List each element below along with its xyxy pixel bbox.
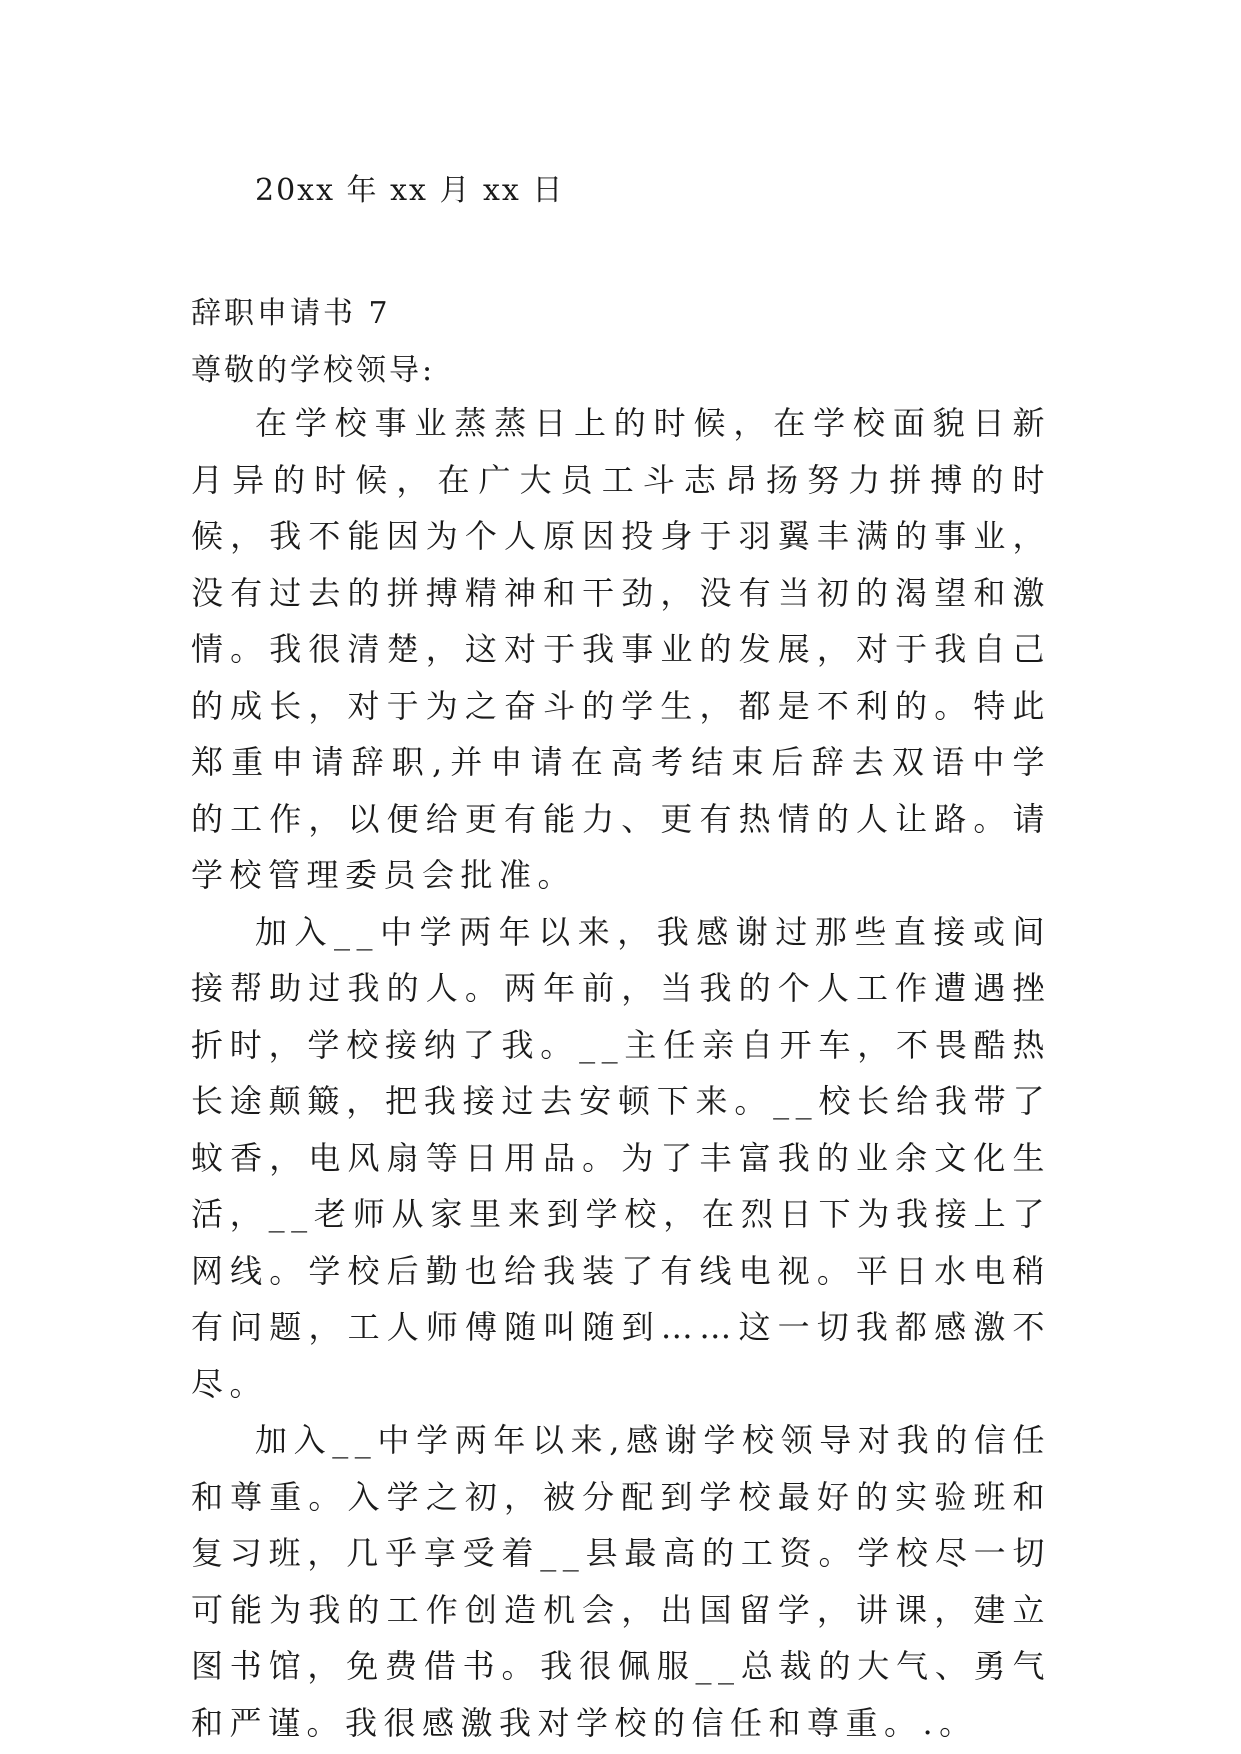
letter-salutation: 尊敬的学校领导:: [191, 353, 436, 388]
body-paragraph: 加入__中学两年以来,感谢学校领导对我的信任和尊重。入学之初，被分配到学校最好的实验班和复习班，几乎享受着__县最高的工资。学校尽一切可能为我的工作创造机会，出国留学，讲课，建立图书馆，免费借书。我很佩服__总裁的大气、勇气和严谨。我很感激我对学校的信任和尊重。.。: [191, 1421, 1051, 1742]
letter-body: [191, 395, 1051, 1751]
letter-date: 20xx 年 xx 月 xx 日: [255, 173, 565, 208]
body-paragraph: 在学校事业蒸蒸日上的时候，在学校面貌日新月异的时候，在广大员工斗志昂扬努力拼搏的时候，我不能因为个人原因投身于羽翼丰满的事业，没有过去的拼搏精神和干劲，没有当初的渴望和激情。我很清楚，这对于我事业的发展，对于我自己的成长，对于为之奋斗的学生，都是不利的。特此郑重申请辞职,并申请在高考结束后辞去双语中学的工作，以便给更有能力、更有热情的人让路。请学校管理委员会批准。: [191, 404, 1051, 894]
body-paragraph: 加入__中学两年以来，我感谢过那些直接或间接帮助过我的人。两年前，当我的个人工作遭遇挫折时，学校接纳了我。__主任亲自开车，不畏酷热长途颠簸，把我接过去安顿下来。__校长给我带了蚊香，电风扇等日用品。为了丰富我的业余文化生活，__老师从家里来到学校，在烈日下为我接上了网线。学校后勤也给我装了有线电视。平日水电稍有问题，工人师傅随叫随到……这一切我都感激不尽。: [191, 912, 1051, 1403]
letter-title: 辞职申请书 7: [191, 296, 391, 331]
